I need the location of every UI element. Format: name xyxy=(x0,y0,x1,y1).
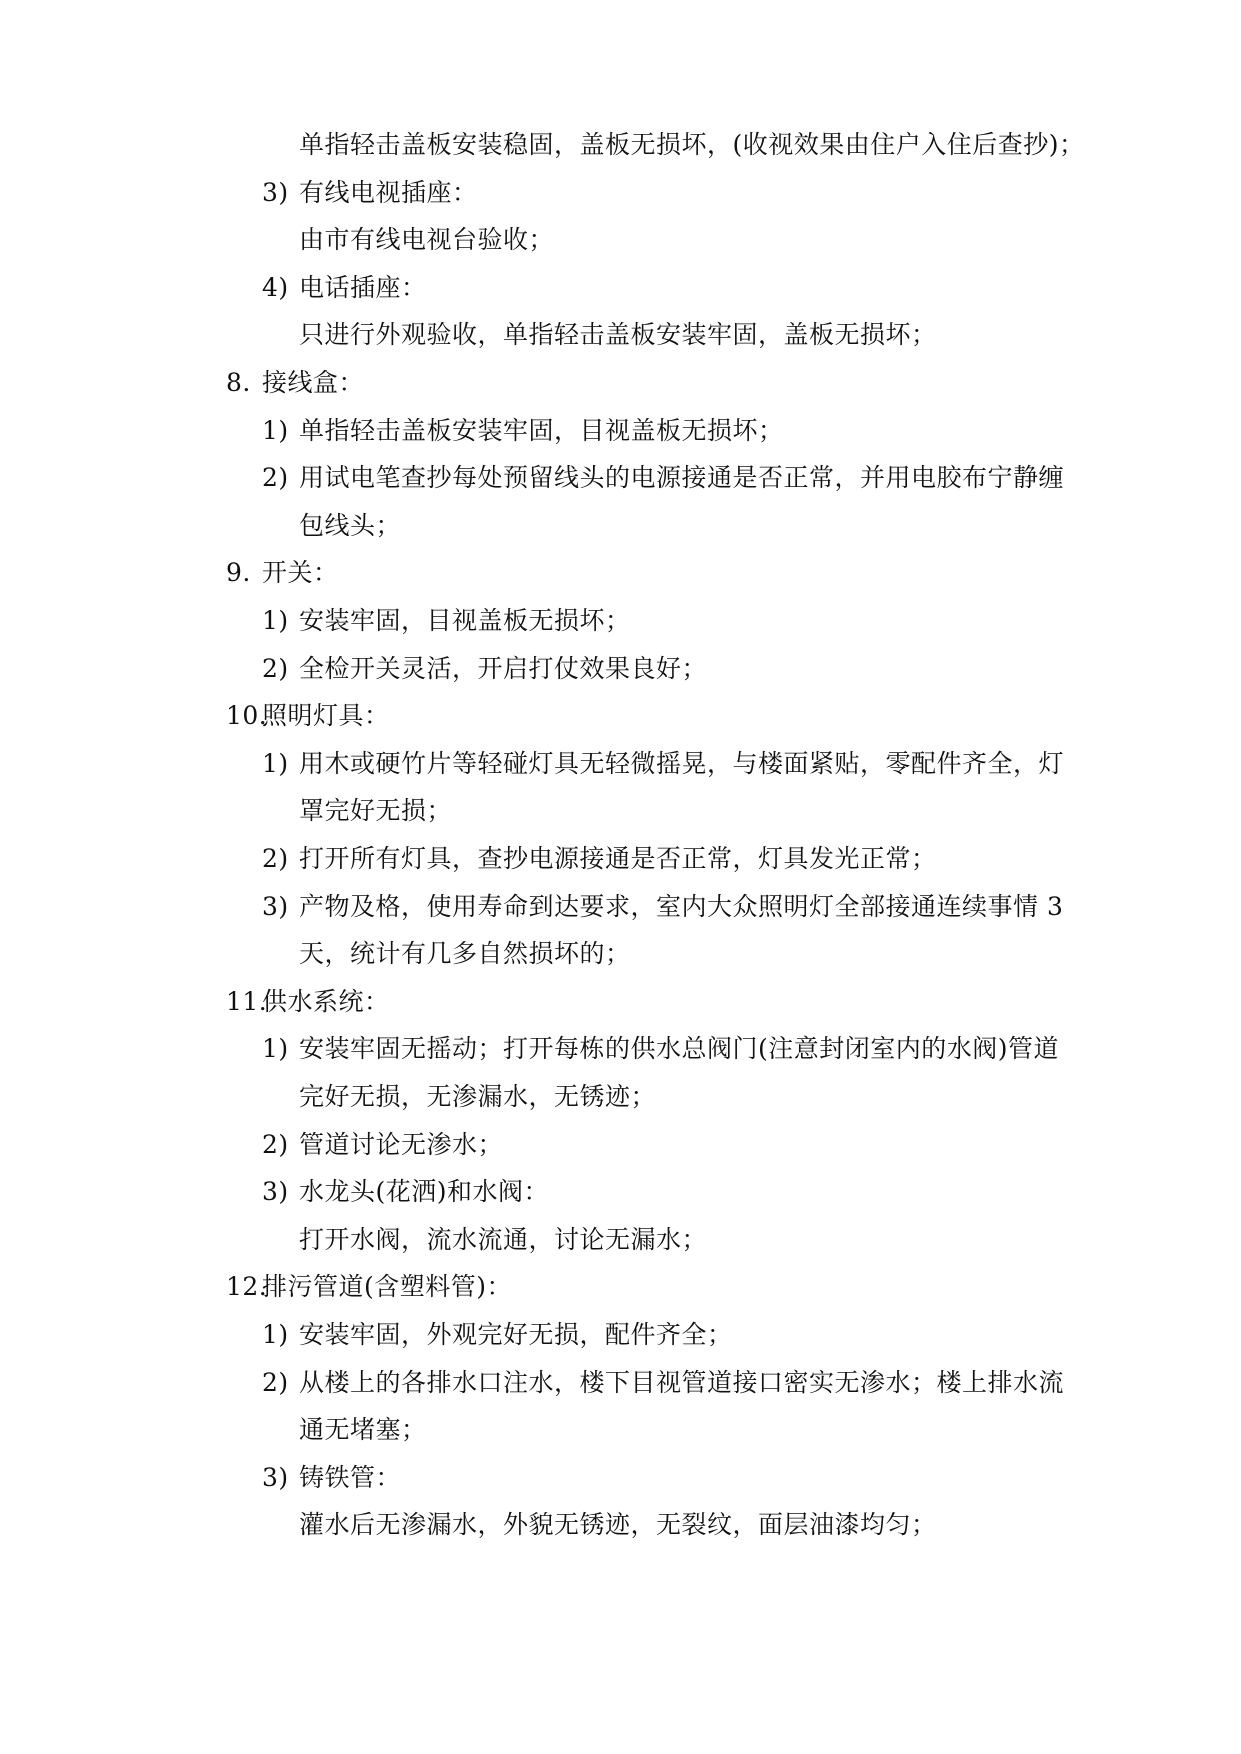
list-item-number: 2) xyxy=(262,1368,289,1397)
list-item-text: 铸铁管： xyxy=(299,1463,402,1492)
list-item-text: 单指轻击盖板安装牢固，目视盖板无损坏； xyxy=(299,416,784,445)
list-item-continuation: 灌水后无渗漏水，外貌无锈迹，无裂纹，面层油漆均匀； xyxy=(299,1510,937,1539)
list-item-number: 3) xyxy=(262,178,289,207)
list-item-number: 3) xyxy=(262,1177,289,1206)
list-item-continuation: 由市有线电视台验收； xyxy=(299,225,555,254)
list-item-continuation: 罩完好无损； xyxy=(299,796,453,825)
list-item-number: 1) xyxy=(262,416,289,445)
list-item-number: 12. xyxy=(226,1272,268,1301)
list-item-text: 有线电视插座： xyxy=(299,178,478,207)
list-item-number: 1) xyxy=(262,749,289,778)
list-item-continuation: 通无堵塞； xyxy=(299,1415,427,1444)
list-item-number: 10. xyxy=(226,701,268,730)
list-item-number: 1) xyxy=(262,1320,289,1349)
list-item-continuation: 打开水阀，流水流通，讨论无漏水； xyxy=(299,1225,708,1254)
section-heading: 开关： xyxy=(262,558,339,587)
list-item-number: 2) xyxy=(262,1130,289,1159)
list-item-number: 2) xyxy=(262,463,289,492)
section-heading: 供水系统： xyxy=(262,987,390,1016)
section-heading: 排污管道(含塑料管)： xyxy=(262,1272,513,1301)
list-item-text: 管道讨论无渗水； xyxy=(299,1130,504,1159)
list-item-text: 安装牢固，外观完好无损，配件齐全； xyxy=(299,1320,733,1349)
list-item-continuation: 包线头； xyxy=(299,511,402,540)
list-item-number: 2) xyxy=(262,654,289,683)
list-item-text: 从楼上的各排水口注水，楼下目视管道接口密实无渗水；楼上排水流 xyxy=(299,1368,1065,1397)
list-item-text: 全检开关灵活，开启打仗效果良好； xyxy=(299,654,708,683)
list-item-text: 打开所有灯具，查抄电源接通是否正常，灯具发光正常； xyxy=(299,844,937,873)
list-item-continuation: 天，统计有几多自然损坏的； xyxy=(299,939,631,968)
list-item-number: 11. xyxy=(226,987,268,1016)
list-item-text: 安装牢固无摇动；打开每栋的供水总阀门(注意封闭室内的水阀)管道 xyxy=(299,1034,1060,1063)
list-item-number: 4) xyxy=(262,273,289,302)
section-heading: 照明灯具： xyxy=(262,701,390,730)
list-item-number: 3) xyxy=(262,892,289,921)
list-item-number: 3) xyxy=(262,1463,289,1492)
list-item-number: 1) xyxy=(262,606,289,635)
section-heading: 接线盒： xyxy=(262,368,365,397)
list-item-continuation: 只进行外观验收，单指轻击盖板安装牢固，盖板无损坏； xyxy=(299,320,937,349)
list-item-continuation: 单指轻击盖板安装稳固，盖板无损坏，(收视效果由住户入住后查抄)； xyxy=(299,130,1085,159)
list-item-text: 用木或硬竹片等轻碰灯具无轻微摇晃，与楼面紧贴，零配件齐全，灯 xyxy=(299,749,1065,778)
list-item-text: 安装牢固，目视盖板无损坏； xyxy=(299,606,631,635)
list-item-text: 产物及格，使用寿命到达要求，室内大众照明灯全部接通连续事情 3 xyxy=(299,892,1064,921)
list-item-text: 水龙头(花洒)和水阀： xyxy=(299,1177,550,1206)
list-item-text: 用试电笔查抄每处预留线头的电源接通是否正常，并用电胶布宁静缠 xyxy=(299,463,1065,492)
list-item-number: 8. xyxy=(226,368,251,397)
list-item-continuation: 完好无损，无渗漏水，无锈迹； xyxy=(299,1082,657,1111)
list-item-number: 9. xyxy=(226,558,251,587)
list-item-number: 1) xyxy=(262,1034,289,1063)
list-item-text: 电话插座： xyxy=(299,273,427,302)
list-item-number: 2) xyxy=(262,844,289,873)
